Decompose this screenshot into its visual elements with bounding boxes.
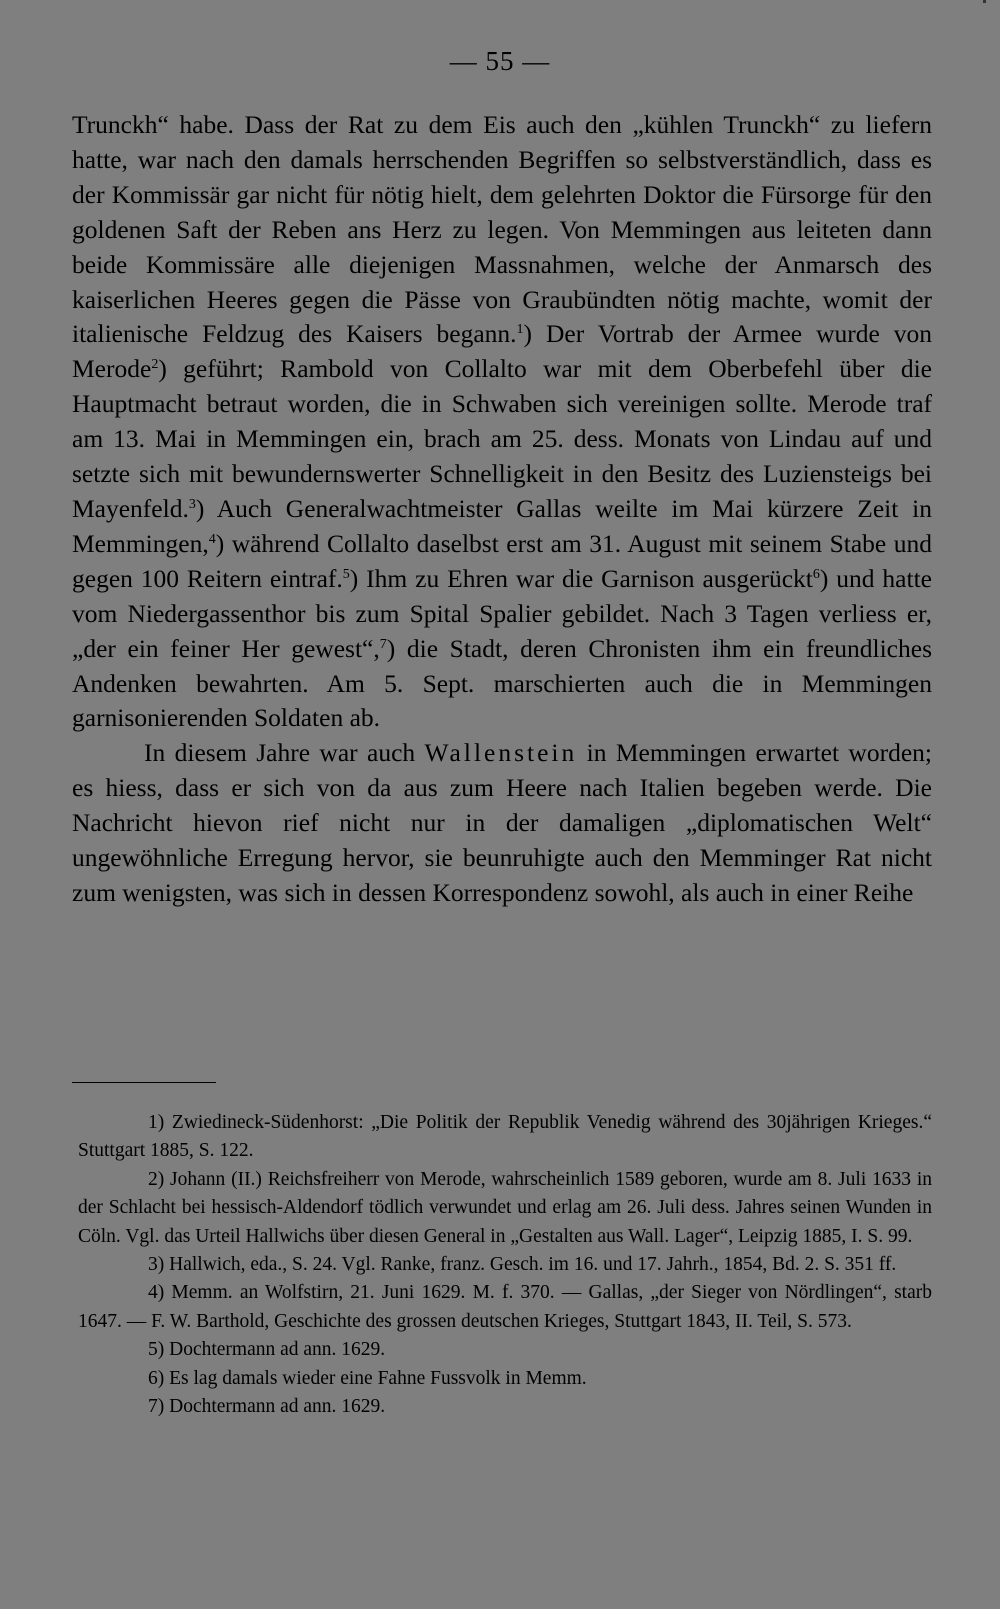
footnote-separator: [72, 1082, 216, 1083]
text-run: in Memmingen erwartet worden; es hiess, dass er sich von da aus zum Heere nach Italien begeben werde. Die Nachricht hievon rief nicht nur in der damaligen „diplomatischen Welt“ ungewöhnliche Erregung hervor, sie beunruhigte auch den Memminger Rat nicht zum wenigsten, was sich in dessen Korrespondenz sowohl, als auch in einer Reihe: [72, 738, 932, 907]
text-run: Trunckh“ habe. Dass der Rat zu dem Eis auch den „kühlen Trunckh“ zu liefern hatte, war nach den damals herrschenden Begriffen so selbstverständlich, dass es der Kommissär gar nicht für nötig hielt, dem gelehrten Doktor die Fürsorge für den goldenen Saft der Reben ans Herz zu legen. Von Memmingen aus leiteten dann beide Kommissäre alle diejenigen Massnahmen, welche der Anmarsch des kaiserlichen Heeres gegen die Pässe von Graubündten nötig machte, womit der italienische Feldzug des Kaisers begann.: [72, 110, 932, 349]
paragraph-1: [72, 108, 932, 736]
text-run: ) die Stadt, deren Chronisten ihm ein freundliches Andenken bewahrten. Am 5. Sept. marschierten auch die in Memmingen garnisonierenden Soldaten ab.: [72, 633, 932, 733]
footnote-ref-1: 1: [516, 322, 524, 338]
footnote-ref-4: 4: [208, 531, 216, 547]
footnote-5: 5) Dochtermann ad ann. 1629.: [148, 1339, 386, 1361]
text-run: In diesem Jahre war auch: [144, 738, 425, 768]
footnote-4: 4) Memm. an Wolfstirn, 21. Juni 1629. M. f. 370. — Gallas, „der Sieger von Nördlingen“, starb 1647. — F. W. Barthold, Geschichte des grossen deutschen Krieges, Stuttgart 1843, II. Teil, S. 573.: [78, 1282, 932, 1332]
text-run: ) Ihm zu Ehren war die Garnison ausgerückt: [349, 563, 813, 593]
text-run: ) und hatte vom Niedergassenthor bis zum Spital Spalier gebildet. Nach 3 Tagen verliess er, „der ein feiner Her gewest“,: [72, 563, 932, 663]
page-number: — 55 —: [449, 46, 551, 76]
footnotes: [78, 1109, 932, 1421]
footnote-ref-3: 3: [188, 496, 196, 512]
text-run: ) geführt; Rambold von Collalto war mit dem Oberbefehl über die Hauptmacht betraut worden, die in Schwaben sich vereinigen sollte. Merode traf am 13. Mai in Memmingen ein, brach am 25. dess. Monats von Lindau auf und setzte sich mit bewundernswerter Schnelligkeit in den Besitz des Luziensteigs bei Mayenfeld.: [72, 354, 932, 523]
footnote-1: 1) Zwiedineck-Südenhorst: „Die Politik der Republik Venedig während des 30jährigen Krieges.“ Stuttgart 1885, S. 122.: [78, 1112, 932, 1162]
footnote-ref-5: 5: [342, 566, 350, 582]
footnote-3: 3) Hallwich, eda., S. 24. Vgl. Ranke, franz. Gesch. im 16. und 17. Jahrh., 1854, Bd. 2. S. 351 ff.: [148, 1254, 897, 1276]
scan-speck: [983, 0, 986, 3]
footnote-ref-6: 6: [812, 566, 820, 582]
footnote-ref-2: 2: [151, 357, 159, 373]
text-run: ) Auch Generalwachtmeister Gallas weilte im Mai kürzere Zeit in Memmingen,: [72, 493, 932, 558]
footnote-2: 2) Johann (II.) Reichsfreiherr von Merode, wahrscheinlich 1589 geboren, wurde am 8. Juli 1633 in der Schlacht bei hessisch-Aldendorf tödlich verwundet und erlag am 26. Juli dess. Jahres seinen Wunden in Cöln. Vgl. das Urteil Hallwichs über diesen General in „Gestalten aus Wall. Lager“, Leipzig 1885, I. S. 99.: [78, 1168, 932, 1247]
footnote-7: 7) Dochtermann ad ann. 1629.: [148, 1396, 386, 1418]
footnote-6: 6) Es lag damals wieder eine Fahne Fussvolk in Memm.: [148, 1367, 587, 1389]
paragraph-2: [72, 736, 932, 911]
spaced-name: Wallenstein: [424, 738, 578, 768]
footnote-ref-7: 7: [379, 636, 387, 652]
text-run: ) während Collalto daselbst erst am 31. August mit seinem Stabe und gegen 100 Reitern eintraf.: [72, 528, 932, 593]
text-run: ) Der Vortrab der Armee wurde von Merode: [72, 319, 932, 384]
main-text: [72, 108, 932, 911]
